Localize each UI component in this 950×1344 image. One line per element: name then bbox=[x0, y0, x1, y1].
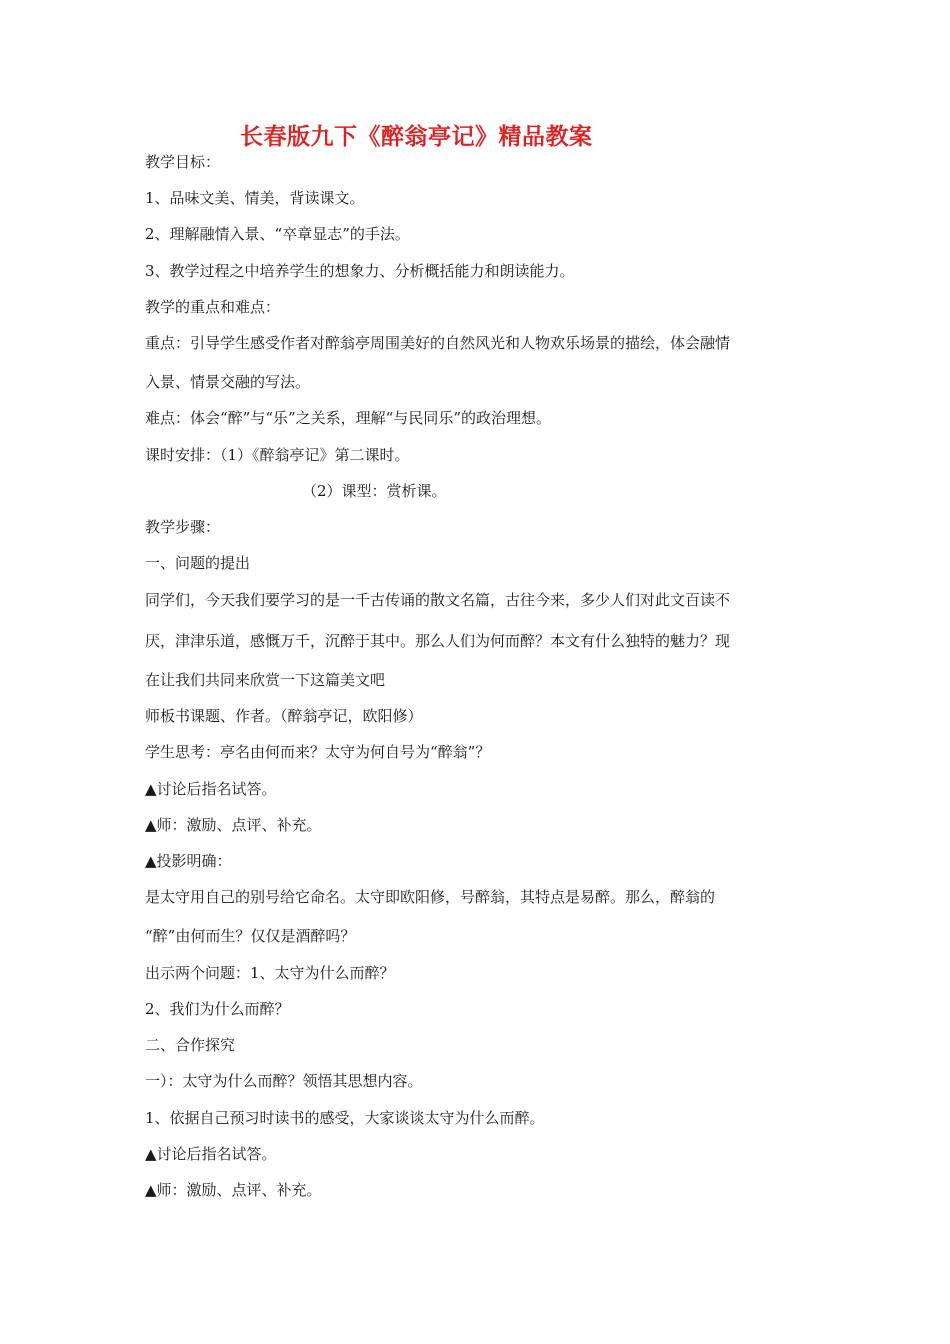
goal-item-3: 3、教学过程之中培养学生的想象力、分析概括能力和朗读能力。 bbox=[145, 262, 575, 280]
bullet-teacher-1: ▲师：激励、点评、补充。 bbox=[145, 816, 322, 834]
goal-item-1: 1、品味文美、情美，背读课文。 bbox=[145, 189, 365, 207]
document-title: 长春版九下《醉翁亭记》精品教案 bbox=[240, 123, 593, 150]
projection-text-line-1: 是太守用自己的别号给它命名。太守即欧阳修，号醉翁，其特点是易醉。那么，醉翁的 bbox=[145, 888, 716, 906]
bullet-projection: ▲投影明确： bbox=[145, 852, 232, 870]
intro-paragraph-line-3: 在让我们共同来欣赏一下这篇美文吧 bbox=[145, 671, 386, 689]
question-2: 2、我们为什么而醉？ bbox=[145, 1000, 290, 1018]
bullet-discussion-2: ▲讨论后指名试答。 bbox=[145, 1145, 277, 1163]
intro-paragraph-line-1: 同学们，今天我们要学习的是一千古传诵的散文名篇，古往今来，多少人们对此文百读不 bbox=[145, 591, 731, 609]
heading-key-points: 教学的重点和难点： bbox=[145, 298, 281, 316]
projection-text-line-2: “醉”由何而生？仅仅是酒醉吗？ bbox=[145, 927, 356, 945]
bullet-teacher-2: ▲师：激励、点评、补充。 bbox=[145, 1181, 322, 1199]
section-heading-2: 二、合作探究 bbox=[145, 1036, 236, 1054]
schedule-line-1: 课时安排：（1）《醉翁亭记》第二课时。 bbox=[145, 446, 410, 464]
bullet-discussion-1: ▲讨论后指名试答。 bbox=[145, 780, 277, 798]
key-point-line-2: 入景、情景交融的写法。 bbox=[145, 373, 311, 391]
heading-teaching-goals: 教学目标： bbox=[145, 153, 221, 171]
subsection-task-1: 1、依据自己预习时读书的感受，大家谈谈太守为什么而醉。 bbox=[145, 1109, 545, 1127]
key-point-line-1: 重点：引导学生感受作者对醉翁亭周围美好的自然风光和人物欢乐场景的描绘，体会融情 bbox=[145, 334, 731, 352]
schedule-line-2: （2）课型：赏析课。 bbox=[302, 482, 447, 500]
board-writing-note: 师板书课题、作者。（醉翁亭记，欧阳修） bbox=[145, 707, 423, 725]
section-heading-1: 一、问题的提出 bbox=[145, 554, 251, 572]
goal-item-2: 2、理解融情入景、“卒章显志”的手法。 bbox=[145, 225, 410, 243]
intro-paragraph-line-2: 厌，津津乐道，感慨万千，沉醉于其中。那么人们为何而醉？本文有什么独特的魅力？现 bbox=[145, 632, 731, 650]
question-intro: 出示两个问题：1、太守为什么而醉？ bbox=[145, 964, 395, 982]
heading-teaching-steps: 教学步骤： bbox=[145, 518, 221, 536]
difficult-point: 难点：体会“醉”与“乐”之关系，理解“与民同乐”的政治理想。 bbox=[145, 409, 552, 427]
student-question: 学生思考：亭名由何而来？太守为何自号为“醉翁”？ bbox=[145, 743, 491, 761]
subsection-heading-1: 一）：太守为什么而醉？领悟其思想内容。 bbox=[145, 1072, 423, 1090]
